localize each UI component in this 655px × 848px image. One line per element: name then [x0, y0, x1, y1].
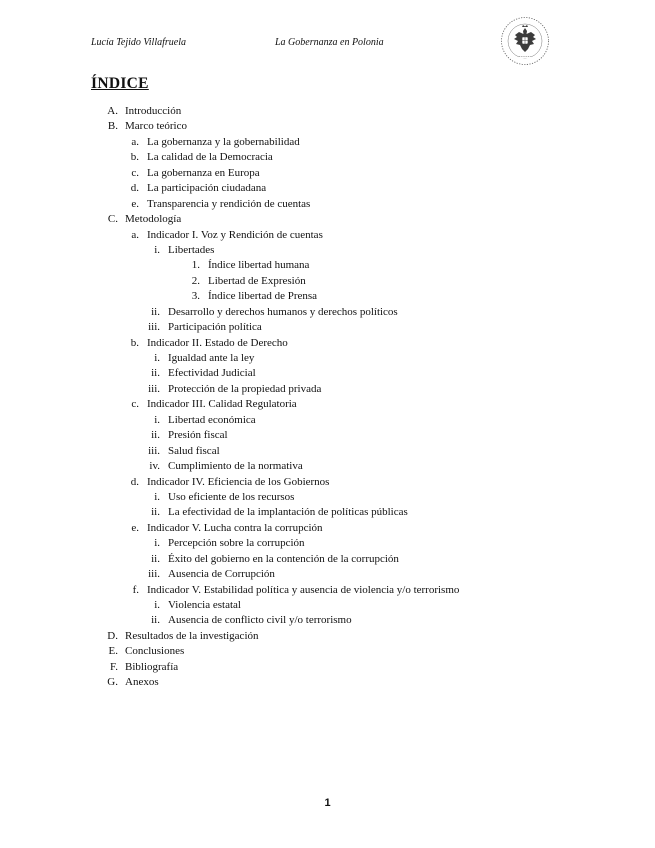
toc-entry [0, 660, 655, 675]
toc-entry [0, 413, 655, 428]
toc-entry [0, 181, 655, 196]
toc-entry-marker: c. [131, 398, 139, 411]
toc-entry [0, 459, 655, 474]
page-header [0, 37, 655, 53]
toc-entry-text: Transparencia y rendición de cuentas [147, 197, 311, 210]
toc-entry-text: Efectividad Judicial [168, 367, 256, 380]
toc-entry-marker: 1. [191, 259, 200, 272]
toc-entry-marker: a. [131, 228, 139, 241]
toc-entry-text: Éxito del gobierno en la contención de la corrupción [168, 552, 399, 565]
toc-entry [0, 475, 655, 490]
toc-entry [0, 397, 655, 412]
toc-entry-text: Indicador III. Calidad Regulatoria [147, 398, 297, 411]
toc-entry-text: Salud fiscal [168, 444, 220, 457]
toc-entry [0, 104, 655, 119]
toc-entry-text: Protección de la propiedad privada [168, 382, 322, 395]
toc-entry-text: Ausencia de Corrupción [168, 568, 275, 581]
toc-entry-marker: 2. [191, 274, 200, 287]
toc-entry-text: Desarrollo y derechos humanos y derechos políticos [168, 305, 398, 318]
toc-entry-marker: 3. [191, 290, 200, 303]
toc-entry-marker: i. [154, 352, 160, 364]
toc-entry-text: Índice libertad humana [208, 259, 310, 272]
toc-entry-text: Anexos [125, 676, 159, 689]
toc-entry-marker: iii. [148, 382, 160, 395]
toc-entry-marker: iv. [149, 460, 160, 473]
toc-entry-marker: A. [107, 105, 118, 117]
toc-entry-text: Libertad económica [168, 413, 256, 426]
toc-entry-marker: B. [107, 120, 118, 133]
toc-entry-text: Participación política [168, 321, 262, 334]
university-seal-icon [500, 16, 550, 66]
toc-entry-text: La participación ciudadana [147, 182, 267, 195]
toc-entry-text: Violencia estatal [168, 599, 241, 611]
toc-entry [0, 150, 655, 165]
toc-entry-text: Percepción sobre la corrupción [168, 537, 305, 550]
toc-entry-marker: e. [131, 521, 139, 534]
toc-entry-text: La efectividad de la implantación de políticas públicas [168, 506, 408, 519]
toc-entry [0, 274, 655, 289]
toc-entry [0, 505, 655, 520]
toc-entry-marker: F. [110, 660, 118, 673]
toc-entry-marker: ii. [151, 506, 160, 519]
toc-entry [0, 336, 655, 351]
toc-entry-text: Igualdad ante la ley [168, 352, 255, 364]
toc-entry-text: La calidad de la Democracia [147, 151, 273, 164]
toc-entry-text: La gobernanza en Europa [147, 166, 260, 179]
toc-entry [0, 536, 655, 551]
toc-entry [0, 305, 655, 320]
toc-entry [0, 351, 655, 366]
toc-entry-text: Presión fiscal [168, 429, 228, 442]
header-author: Lucía Tejido Villafruela [91, 37, 187, 48]
toc-entry-text: Marco teórico [125, 120, 187, 133]
toc-entry-text: Libertades [168, 243, 215, 256]
toc-entry-text: Metodología [125, 213, 182, 226]
table-of-contents [0, 104, 655, 691]
toc-entry [0, 613, 655, 628]
toc-entry-text: Indicador V. Lucha contra la corrupción [147, 521, 323, 534]
header-title: La Gobernanza en Polonia [275, 37, 384, 48]
toc-entry-marker: iii. [148, 568, 160, 581]
toc-entry-marker: G. [107, 676, 118, 689]
toc-entry-text: Indicador I. Voz y Rendición de cuentas [147, 228, 323, 241]
toc-entry [0, 166, 655, 181]
toc-entry [0, 212, 655, 227]
toc-entry-marker: i. [154, 537, 160, 550]
toc-entry [0, 521, 655, 536]
toc-entry-marker: d. [130, 182, 139, 195]
toc-entry [0, 552, 655, 567]
toc-entry-marker: f. [132, 583, 139, 596]
toc-entry-text: Resultados de la investigación [125, 629, 259, 642]
toc-entry-text: Indicador IV. Eficiencia de los Gobiernos [147, 475, 330, 488]
toc-entry-text: Indicador V. Estabilidad política y ausencia de violencia y/o terrorismo [147, 583, 460, 596]
toc-entry [0, 243, 655, 258]
toc-entry-text: Introducción [125, 105, 182, 117]
toc-entry [0, 583, 655, 598]
toc-entry [0, 490, 655, 505]
toc-entry-marker: D. [107, 629, 118, 642]
toc-entry-marker: a. [131, 135, 139, 148]
toc-entry-marker: ii. [151, 367, 160, 380]
page-number: 1 [324, 797, 331, 809]
toc-entry [0, 320, 655, 335]
toc-entry-marker: c. [131, 166, 139, 179]
toc-entry [0, 644, 655, 659]
toc-entry [0, 629, 655, 644]
toc-entry-text: Ausencia de conflicto civil y/o terrorismo [168, 614, 352, 627]
toc-entry-marker: i. [154, 413, 160, 426]
toc-entry-marker: E. [108, 645, 118, 658]
toc-entry-marker: b. [130, 151, 139, 164]
toc-entry-marker: i. [154, 490, 160, 503]
toc-entry [0, 135, 655, 150]
toc-entry [0, 119, 655, 134]
toc-entry [0, 366, 655, 381]
toc-entry-text: La gobernanza y la gobernabilidad [147, 135, 300, 148]
toc-entry-text: Cumplimiento de la normativa [168, 460, 303, 473]
toc-entry-text: Conclusiones [125, 645, 185, 658]
toc-entry-text: Indicador II. Estado de Derecho [147, 336, 288, 349]
toc-heading: ÍNDICE [91, 75, 149, 92]
toc-entry-marker: i. [154, 599, 160, 611]
toc-entry [0, 675, 655, 690]
toc-entry-text: Bibliografía [125, 660, 179, 673]
toc-entry-marker: b. [130, 336, 139, 349]
toc-entry-text: Libertad de Expresión [208, 274, 306, 287]
toc-entry-marker: ii. [151, 305, 160, 318]
toc-entry [0, 197, 655, 212]
toc-entry-marker: iii. [148, 444, 160, 457]
toc-entry [0, 382, 655, 397]
toc-entry [0, 598, 655, 613]
toc-entry-marker: d. [130, 475, 139, 488]
toc-entry [0, 228, 655, 243]
toc-entry-marker: C. [107, 213, 118, 226]
toc-entry-text: Uso eficiente de los recursos [168, 490, 295, 503]
toc-entry-text: Índice libertad de Prensa [208, 290, 318, 303]
toc-entry-marker: iii. [148, 321, 160, 334]
toc-entry-marker: ii. [151, 552, 160, 565]
toc-entry-marker: e. [131, 197, 139, 210]
toc-entry [0, 258, 655, 273]
toc-entry-marker: ii. [151, 614, 160, 627]
toc-entry-marker: ii. [151, 429, 160, 442]
toc-entry [0, 289, 655, 304]
toc-entry [0, 567, 655, 582]
toc-entry [0, 428, 655, 443]
toc-entry-marker: i. [154, 243, 160, 256]
toc-entry [0, 444, 655, 459]
